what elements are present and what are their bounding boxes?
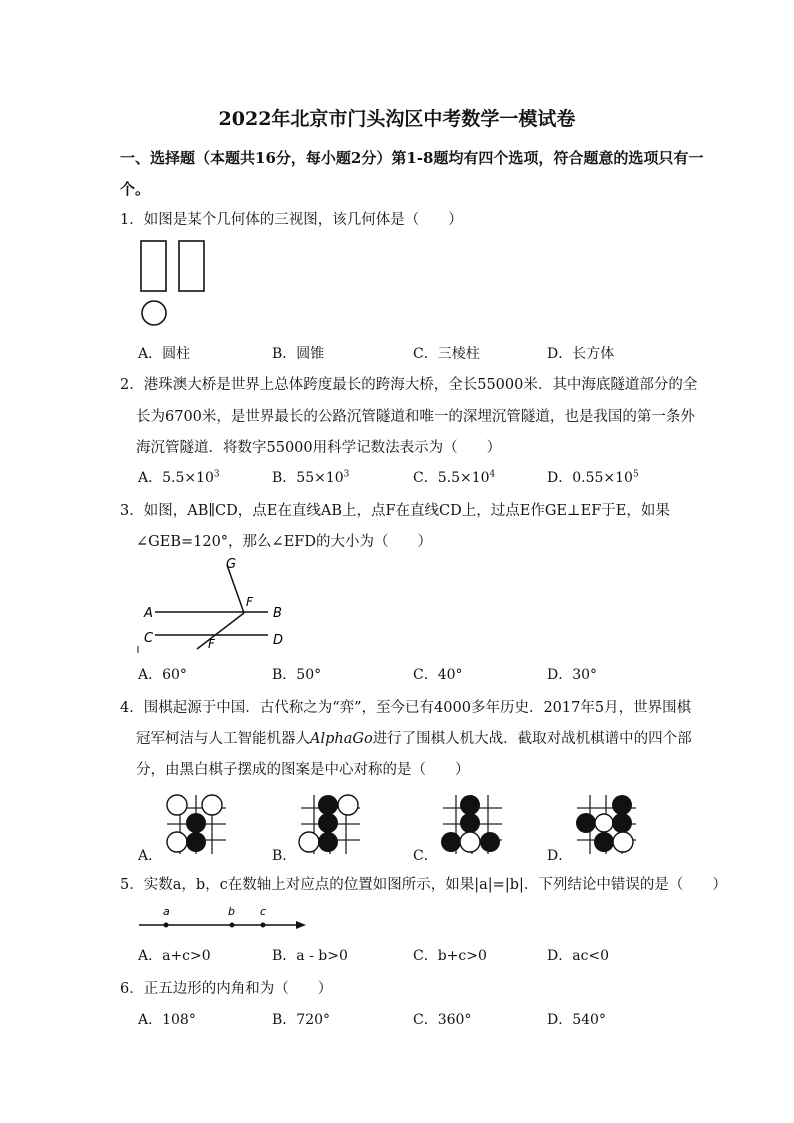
q3-option-c: C．40° [413,667,463,683]
q2-option-a: A．$5.5\times 10^3$ [138,469,220,486]
q2-text-line1: 2．港珠澳大桥是世界上总体跨度最长的跨海大桥，全长55000米．其中海底隧道部分的全 [120,377,698,393]
q4-text-line2: 冠军柯洁与人工智能机器人AlphaGo进行了围棋人机大战．截取对战机棋谱中的四个部 [136,731,692,747]
white-stone [338,795,358,815]
page-title: 2022年北京市门头沟区中考数学一模试卷 [218,108,576,130]
black-stone [318,795,338,815]
black-stone [186,832,206,852]
q5-option-b: B．a - b>0 [272,948,348,964]
line-ef [197,613,244,649]
q4-option-d: D． [547,848,573,864]
black-stone [460,813,480,833]
label-e: F [246,595,253,609]
q2-text-line3: 海沉管隧道．将数字55000用科学记数法表示为（ ） [136,440,502,456]
q4-go-pattern-c [440,792,504,856]
white-stone [613,832,633,852]
q4-go-pattern-a [164,792,228,856]
q6-option-a: A．108° [138,1012,196,1028]
q5-option-d: D．ac<0 [547,948,610,964]
point-a [164,923,169,928]
black-stone [612,795,632,815]
top-view-circle [142,301,166,325]
black-stone [576,813,596,833]
label-f: F [208,637,215,651]
q4-option-c: C． [413,848,438,864]
q3-parallel-lines-figure [135,556,295,656]
q3-text-line2: ∠GEB=120°，那么∠EFD的大小为（ ） [136,534,432,550]
q3-text-line1: 3．如图，AB∥CD，点E在直线AB上，点F在直线CD上，过点E作GE⊥EF于E，如果 [120,503,670,519]
label-a: A [144,606,153,621]
label-b: B [273,606,282,621]
q6-option-d: D．540° [547,1012,606,1028]
q4-text-line3: 分，由黑白棋子摆成的图案是中心对称的是（ ） [136,762,470,778]
label-d: D [273,633,284,648]
q4-option-b: B． [272,848,297,864]
q6-option-c: C．360° [413,1012,472,1028]
black-stone [441,832,461,852]
q1-three-views-figure [138,238,210,330]
q1-text: 1．如图是某个几何体的三视图，该几何体是（ ） [120,212,463,228]
q1-option-b: B．圆锥 [272,346,325,362]
line-ge [227,565,244,613]
q4-option-a: A． [138,848,163,864]
side-view-rect [179,241,204,291]
label-b: b [228,905,235,918]
black-stone [186,813,206,833]
q2-option-d: D．$0.55\times 10^5$ [547,469,639,486]
black-stone [460,795,480,815]
label-g: G [226,557,237,572]
label-c: C [144,631,154,646]
section-heading-line1: 一、选择题（本题共16分，每小题2分）第1-8题均有四个选项，符合题意的选项只有一 [120,149,704,167]
section-heading-line2: 个。 [120,180,151,198]
q3-option-d: D．30° [547,667,598,683]
white-stone [167,795,187,815]
front-view-rect [141,241,166,291]
q2-option-b: B．$55\times 10^3$ [272,469,350,486]
black-stone [480,832,500,852]
q1-option-c: C．三棱柱 [413,346,480,362]
white-stone [460,832,480,852]
q3-option-a: A．60° [138,667,187,683]
white-stone [595,814,613,832]
q1-option-a: A．圆柱 [138,346,191,362]
q5-option-a: A．a+c>0 [138,948,211,964]
q2-text-line2: 长为6700米，是世界最长的公路沉管隧道和唯一的深埋沉管隧道，也是我国的第一条外 [136,409,695,425]
point-c [261,923,266,928]
q5-option-c: C．b+c>0 [413,948,487,964]
label-a: a [163,905,170,918]
label-c: c [260,905,267,918]
q6-option-b: B．720° [272,1012,331,1028]
q5-text-line1: 5．实数a，b，c在数轴上对应点的位置如图所示，如果|a|=|b|．下列结论中错误的是（ ） [120,877,727,893]
q2-option-c: C．$5.5\times 10^4$ [413,469,496,486]
q5-number-line [136,903,311,935]
black-stone [594,832,614,852]
point-b [230,923,235,928]
black-stone [612,813,632,833]
q6-text: 6．正五边形的内角和为（ ） [120,981,333,997]
white-stone [299,832,319,852]
black-stone [318,813,338,833]
q4-go-pattern-d [574,792,638,856]
q3-option-b: B．50° [272,667,322,683]
q1-option-d: D．长方体 [547,346,615,362]
q4-text-line1: 4．围棋起源于中国．古代称之为“弈”，至今已有4000多年历史．2017年5月，世界围棋 [120,700,692,716]
q4-go-pattern-b [298,792,362,856]
black-stone [318,832,338,852]
axis-arrow-icon [296,921,306,929]
white-stone [167,832,187,852]
white-stone [202,795,222,815]
